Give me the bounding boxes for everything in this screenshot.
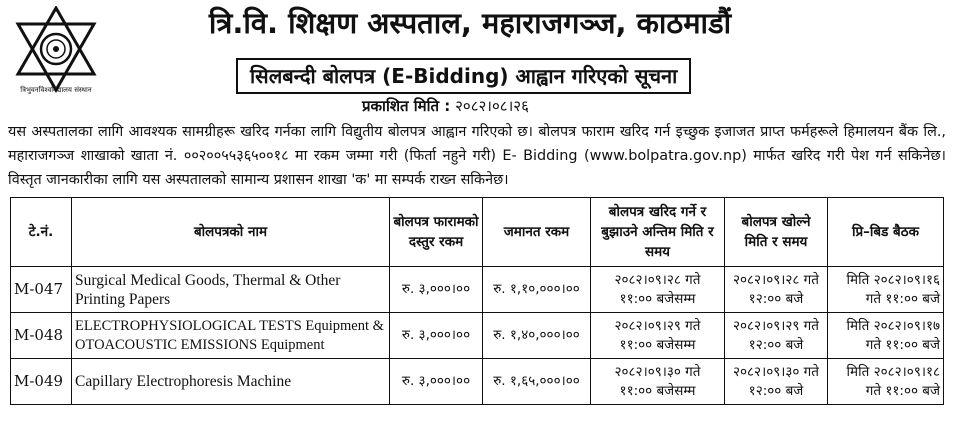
deadline-cell [591,267,725,313]
deadline-time: ११:०० बजेसम्म [619,290,696,307]
col-header-code: टे.नं. [11,198,72,267]
tu-emblem-icon [14,6,98,94]
tender-name: ELECTROPHYSIOLOGICAL TESTS Equipment & OTOACOUSTIC EMISSIONS Equipment [72,313,390,359]
tender-code: M-047 [11,267,72,313]
tender-code: M-048 [11,313,72,359]
col-header-deadline: बोलपत्र खरिद गर्ने र बुझाउने अन्तिम मिति र समय [591,198,725,267]
prebid-time: गते ११:०० बजे [865,336,940,353]
publish-date-value: २०८२।०८।२६ [455,97,529,115]
tender-table [10,197,944,405]
prebid-cell [828,313,944,359]
prebid-date: मिति २०८२।०९।१८ [846,363,940,380]
deadline-time: ११:०० बजेसम्म [619,336,696,353]
table-row [11,359,944,405]
tender-name: Surgical Medical Goods, Thermal & Other Printing Papers [72,267,390,313]
logo-caption: त्रिभुवनविश्वविद्यालय संस्थान [20,86,92,94]
table-row [11,313,944,359]
opening-date: २०८२।०९।३० गते [733,363,819,380]
prebid-time: गते ११:०० बजे [865,290,940,307]
opening-date: २०८२।०९।२९ गते [733,317,819,334]
col-header-security: जमानत रकम [483,198,591,267]
security-amount: रु. १,४०,०००।०० [483,313,591,359]
prebid-date: मिति २०८२।०९।१६ [846,271,940,288]
tender-name: Capillary Electrophoresis Machine [72,359,390,405]
col-header-opening: बोलपत्र खोल्ने मिति र समय [725,198,828,267]
opening-time: १२:०० बजे [748,382,804,399]
form-fee: रु. ३,०००।०० [390,267,483,313]
col-header-name: बोलपत्रको नाम [72,198,390,267]
prebid-cell [828,267,944,313]
publish-date [362,96,529,116]
security-amount: रु. १,६५,०००।०० [483,359,591,405]
col-header-prebid: प्रि–बिड बैठक [828,198,944,267]
form-fee: रु. ३,०००।०० [390,313,483,359]
deadline-time: ११:०० बजेसम्म [619,382,696,399]
form-fee: रु. ३,०००।०० [390,359,483,405]
prebid-date: मिति २०८२।०९।१७ [846,317,940,334]
opening-time: १२:०० बजे [748,290,804,307]
deadline-date: २०८२।०९।२९ गते [614,317,701,334]
table-header-row [11,198,944,267]
tender-code: M-049 [11,359,72,405]
security-amount: रु. १,१०,०००।०० [483,267,591,313]
table-row [11,267,944,313]
prebid-cell [828,359,944,405]
deadline-date: २०८२।०९।३० गते [614,363,701,380]
prebid-time: गते ११:०० बजे [865,382,940,399]
opening-cell [725,267,828,313]
notice-paragraph: यस अस्पतालका लागि आवश्यक सामग्रीहरू खरिद गर्नका लागि विद्युतीय बोलपत्र आह्वान गरिएको छ। बोलपत्र फाराम खरिद गर्न इच्छुक इजाजत प्राप्त फर्महरूले हिमालयन बैंक लि., महाराजगञ्ज शाखाको खाता नं. ००२००५५३६५००१८ मा रकम जम्मा गरी (फिर्ता नहुने गरी) E- Bidding (www.bolpatra.gov.np) मार्फत खरिद गरी पेश गर्न सकिनेछ। विस्तृत जानकारीका लागि यस अस्पतालको सामान्य प्रशासन शाखा 'क' मा सम्पर्क राख्न सकिनेछ। [8,124,946,188]
deadline-cell [591,359,725,405]
notice-subtitle: सिलबन्दी बोलपत्र (E-Bidding) आह्वान गरिएको सूचना [236,58,691,94]
publish-date-label: प्रकाशित मिति : [362,97,451,115]
opening-cell [725,313,828,359]
col-header-fee: बोलपत्र फारामको दस्तुर रकम [390,198,483,267]
opening-time: १२:०० बजे [748,336,804,353]
opening-cell [725,359,828,405]
opening-date: २०८२।०९।२८ गते [733,271,819,288]
page-title: त्रि.वि. शिक्षण अस्पताल, महाराजगञ्ज, काठमाडौं [208,6,732,40]
deadline-date: २०८२।०९।२८ गते [614,271,701,288]
deadline-cell [591,313,725,359]
